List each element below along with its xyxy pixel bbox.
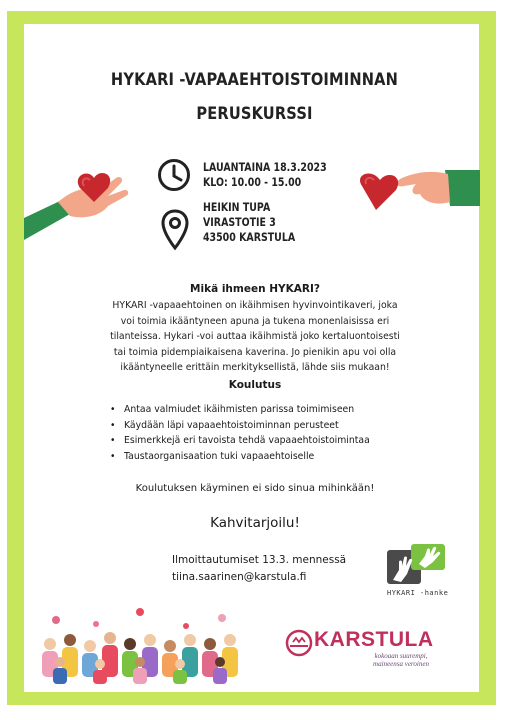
list-item: • Käydään läpi vapaaehtoistoiminnan perusteet (110, 418, 370, 434)
hand-holding-heart-right-icon (350, 166, 480, 226)
no-commitment-note: Koulutuksen käyminen ei sido sinua mihinkään! (135, 483, 375, 494)
what-is-hykari-text (44, 298, 466, 376)
slogan-line: kokoaan suurempi, (374, 652, 428, 660)
hand-holding-heart-left-icon (24, 160, 139, 245)
list-item: • Antaa valmiudet ikäihmisten parissa toimimiseen (110, 402, 370, 418)
location-pin-icon (160, 208, 190, 252)
location-postcode: 43500 KARSTULA (203, 230, 296, 244)
list-item: • Taustaorganisaation tuki vapaaehtoiselle (110, 449, 370, 465)
crowd-illustration-icon (36, 604, 256, 688)
body-line: tai toimia pidempiaikaisena kaverina. Jo pienikin apu voi olla (113, 346, 397, 358)
poster-title-line1: HYKARI -VAPAAEHTOISTOIMINNAN (110, 70, 399, 90)
clock-icon (157, 158, 191, 192)
hykari-logo-icon (385, 542, 449, 588)
training-list (110, 402, 370, 464)
karstula-slogan (326, 652, 476, 668)
body-line: HYKARI -vapaaehtoinen on ikäihmisen hyvinvointikaveri, joka (112, 300, 398, 311)
body-line: tilanteissa. Hykari -voi auttaa ikäihmistä joko kertaluontoisesti (110, 331, 400, 342)
location-name: HEIKIN TUPA (203, 200, 271, 214)
event-date: LAUANTAINA 18.3.2023 (203, 160, 327, 174)
training-heading: Koulutus (228, 379, 282, 391)
registration-deadline: Ilmoittautumiset 13.3. mennessä (172, 554, 347, 566)
event-datetime (203, 160, 327, 190)
location-street: VIRASTOTIE 3 (203, 215, 276, 229)
registration-info (172, 552, 346, 586)
poster-title-line2: PERUSKURSSI (196, 104, 313, 124)
what-is-hykari-heading: Mikä ihmeen HYKARI? (190, 283, 320, 295)
hykari-logo-label: HYKARI -hanke (387, 589, 449, 597)
list-item: • Esimerkkejä eri tavoista tehdä vapaaehtoistoimintaa (110, 433, 370, 449)
body-line: voi toimia ikääntyneen apuna ja tukena monenlaisissa eri (120, 315, 390, 327)
event-location (203, 200, 295, 245)
registration-email: tiina.saarinen@karstula.fi (172, 571, 307, 583)
body-line: ikääntyneelle erittäin merkityksellistä, lähde siis mukaan! (120, 362, 390, 373)
slogan-line: maineensa veroinen (373, 660, 429, 668)
karstula-wordmark: KARSTULA (314, 628, 434, 651)
event-time: KLO: 10.00 - 15.00 (203, 175, 302, 189)
coffee-note: Kahvitarjoilu! (210, 515, 300, 531)
karstula-emblem-icon (284, 628, 314, 658)
